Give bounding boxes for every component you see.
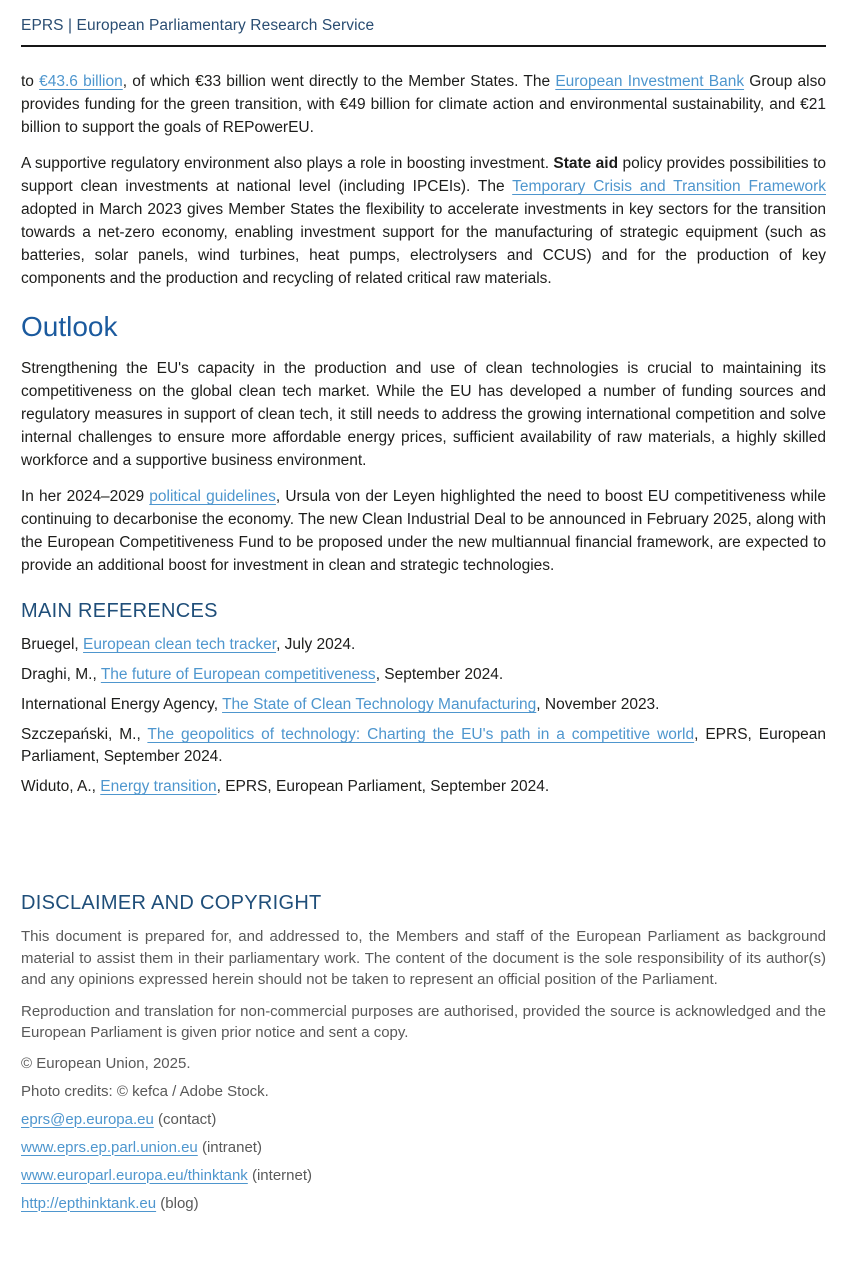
inline-link[interactable]: The geopolitics of technology: Charting the EU's path in a competitive world [147,726,695,743]
contact-email-link[interactable]: eprs@ep.europa.eu [21,1110,154,1128]
header-title: EPRS | European Parliamentary Research Service [21,17,375,34]
outlook-section [21,311,826,577]
inline-link[interactable]: European Investment Bank [555,73,745,90]
link-suffix: (contact) [153,1110,217,1128]
paragraph-outlook-2: In her 2024–2029 political guidelines, Ursula von der Leyen highlighted the need to boost EU competitiveness while continuing to decarbonise the economy. The new Clean Industrial Deal to be announced in February 2025, along with the European Competitiveness Fund to be proposed under the new multiannual financial framework, are expected to provide an additional boost for investment in clean and strategic technologies. [21,488,826,574]
intranet-link[interactable]: www.eprs.ep.parl.union.eu [21,1138,198,1156]
paragraph-outlook-1: Strengthening the EU's capacity in the production and use of clean technologies is crucial to maintaining its competitiveness on the global clean tech market. While the EU has developed a number of funding sources and regulatory measures in support of clean tech, it still needs to address the growing international competition and solve internal challenges to ensure more affordable energy prices, sufficient availability of raw materials, a highly skilled workforce and a supportive business environment. [21,360,826,469]
reference-item: Szczepański, M., The geopolitics of technology: Charting the EU's path in a competitive world, EPRS, European Parliament, September 2024. [21,726,826,765]
page-header [21,17,826,45]
inline-link[interactable]: The future of European competitiveness [100,666,376,683]
copyright-line: © European Union, 2025. [21,1054,191,1072]
reference-item: Draghi, M., The future of European competitiveness, September 2024. [21,666,504,683]
reference-item: International Energy Agency, The State of Clean Technology Manufacturing, November 2023. [21,696,660,713]
references-section [21,600,826,798]
header-divider [21,45,826,47]
reference-item: Widuto, A., Energy transition, EPRS, European Parliament, September 2024. [21,778,550,795]
disclaimer-paragraph-2: Reproduction and translation for non-commercial purposes are authorised, provided the source is acknowledged and the European Parliament is given prior notice and sent a copy. [21,1002,826,1041]
inline-link[interactable]: The State of Clean Technology Manufacturing [222,696,537,713]
section-heading-outlook: Outlook [21,311,118,342]
bold-text: State aid [553,155,619,172]
inline-link[interactable]: political guidelines [149,488,276,505]
photo-credits-line: Photo credits: © kefca / Adobe Stock. [21,1082,269,1100]
inline-link[interactable]: European clean tech tracker [83,636,277,653]
inline-link[interactable]: Temporary Crisis and Transition Framework [512,178,826,195]
section-heading-disclaimer: DISCLAIMER AND COPYRIGHT [21,892,322,914]
internet-link[interactable]: www.europarl.europa.eu/thinktank [21,1166,248,1184]
paragraph-intro-1: to €43.6 billion, of which €33 billion went directly to the Member States. The European Investment Bank Group also provides funding for the green transition, with €49 billion for climate action and environmental sustainability, and €21 billion to support the goals of REPowerEU. [21,73,826,136]
link-suffix: (intranet) [197,1138,262,1156]
footer-link-row [21,1166,826,1185]
link-suffix: (internet) [247,1166,313,1184]
paragraph-intro-2: A supportive regulatory environment also plays a role in boosting investment. State aid policy provides possibilities to support clean investments at national level (including IPCEIs). The Temporary Crisis and Transition Framework adopted in March 2023 gives Member States the flexibility to accelerate investments in key sectors for the transition towards a net-zero economy, enabling investment support for the manufacturing of strategic equipment (such as batteries, solar panels, wind turbines, heat pumps, electrolysers and CCUS) and for the production of key components and the production and recycling of related critical raw materials. [21,155,826,287]
blog-link[interactable]: http://epthinktank.eu [21,1194,157,1212]
disclaimer-paragraph-1: This document is prepared for, and addressed to, the Members and staff of the European Parliament as background material to assist them in their parliamentary work. The content of the document is the sole responsibility of its author(s) and any opinions expressed herein should not be taken to represent an official position of the Parliament. [21,928,826,988]
footer-link-row [21,1194,826,1213]
section-heading-main-references: MAIN REFERENCES [21,600,218,622]
intro-section [21,70,826,290]
disclaimer-section [21,892,826,1213]
footer-link-row [21,1138,826,1157]
footer-link-row [21,1110,826,1129]
link-suffix: (blog) [156,1194,199,1212]
inline-link[interactable]: €43.6 billion [39,73,123,90]
reference-item: Bruegel, European clean tech tracker, July 2024. [21,636,356,653]
inline-link[interactable]: Energy transition [100,778,217,795]
